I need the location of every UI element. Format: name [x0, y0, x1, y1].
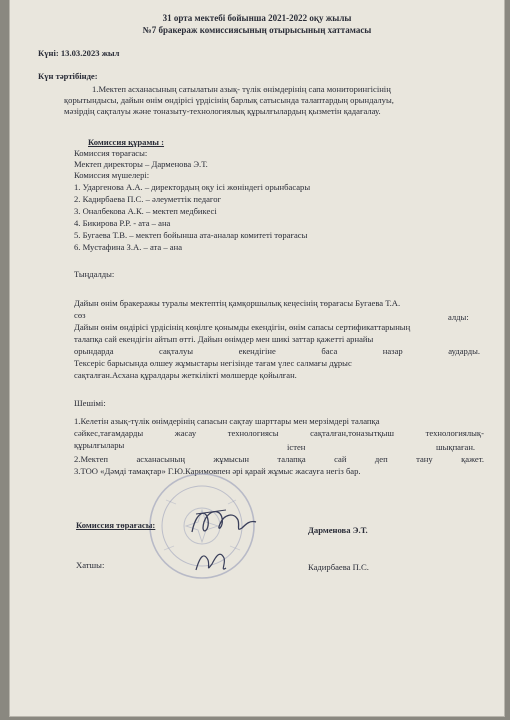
- heard-line-7: сақталған.Асхана құралдары жеткілікті мөлшерде қойылған.: [74, 370, 297, 380]
- heard-line-4: талапқа сай екендігін айтып өтті. Дайын өнімдер мен шикі заттар қажетті арнайы: [74, 334, 374, 344]
- commission-member: 3. Оналбекова А.К. – мектеп медбикесі: [74, 206, 217, 216]
- agenda-line-3: мәзірдің сақталуы және тоназыту-технологиялық құрылғылардың қызметін қадағалау.: [64, 106, 381, 116]
- heard-line-5-word: орындарда: [74, 346, 114, 356]
- heard-line-1: Дайын өнім бракеражы туралы мектептің қамқоршылық кеңесінің төрағасы Бугаева Т.А.: [74, 298, 401, 308]
- resolved-line-4-word: деп: [374, 454, 388, 464]
- chair-name: Дарменова Э.Т.: [308, 525, 368, 535]
- commission-member: 1. Ударгенова А.А. – директордың оқу ісі жөніндегі орынбасары: [74, 182, 311, 192]
- commission-member: 2. Кадирбаева П.С. – әлеуметтік педагог: [74, 194, 222, 204]
- agenda-label: Күн тәртібінде:: [38, 71, 98, 81]
- meeting-date: Күні: 13.03.2023 жыл: [38, 48, 120, 58]
- secretary-signature-icon: [190, 544, 230, 578]
- resolved-line-2-word: жасау: [174, 428, 197, 438]
- commission-member: 5. Бугаева Т.В. – мектеп бойынша ата-аналар комитеті төрағасы: [74, 230, 308, 240]
- resolved-line-4-word: тану: [416, 454, 433, 464]
- resolved-line-4-word: жұмысын: [213, 454, 249, 464]
- chair-signature-icon: [186, 502, 260, 544]
- resolved-line-4-word: 2.Мектеп: [74, 454, 109, 464]
- resolved-line-3-left: құрылғылары: [74, 440, 125, 450]
- commission-chair: Мектеп директоры – Дарменова Э.Т.: [74, 159, 208, 169]
- heard-line-5-word: назар: [382, 346, 403, 356]
- resolved-line-4-word: қажет.: [461, 454, 484, 464]
- heard-line-5-word: аударды.: [448, 346, 480, 356]
- resolved-line-4: [74, 454, 484, 465]
- resolved-line-5: 3.ТОО «Дәмді тамақтар» Г.Ю.Каримовпен әрі қарай жұмыс жасауға негіз бар.: [74, 466, 361, 476]
- heard-label: Тыңдалды:: [74, 269, 115, 279]
- resolved-line-2-word: сақталған,тоназытқыш: [310, 428, 395, 438]
- secretary-name: Кадирбаева П.С.: [308, 562, 369, 572]
- chair-signature-label: Комиссия төрағасы:: [76, 520, 156, 530]
- commission-member: 4. Бикирова Р.Р. - ата – ана: [74, 218, 171, 228]
- heard-line-6: Тексеріс барысында өлшеу жұмыстары негізінде тағам үлес салмағы дұрыс: [74, 358, 352, 368]
- secretary-signature-label: Хатшы:: [76, 560, 105, 570]
- resolved-line-4-word: талапқа: [277, 454, 306, 464]
- heard-line-2-left: сөз: [74, 310, 86, 320]
- resolved-line-3-right: шықпаған.: [436, 442, 476, 452]
- protocol-document: [10, 0, 504, 716]
- resolved-line-2-word: технологиясы: [227, 428, 279, 438]
- resolved-line-2: [74, 428, 484, 439]
- resolved-line-4-word: асханасының: [136, 454, 185, 464]
- commission-heading: Комиссия құрамы :: [88, 137, 165, 147]
- resolved-label: Шешімі:: [74, 398, 106, 408]
- commission-members-label: Комиссия мүшелері:: [74, 170, 150, 180]
- heard-line-5-word: баса: [321, 346, 338, 356]
- heard-line-2-right: алды:: [448, 312, 469, 322]
- agenda-line-2: қорытындысы, дайын өнім өндірісі үрдісінің барлық сатысында талаптардың орындалуы,: [64, 95, 394, 105]
- resolved-line-1: 1.Келетін азық-түлік өнімдерінің сапасын сақтау шарттары мен мерзімдері талапқа: [74, 416, 380, 426]
- commission-member: 6. Мустафина З.А. – ата – ана: [74, 242, 183, 252]
- heard-line-5: [74, 346, 480, 357]
- resolved-line-2-word: сәйкес,тағамдарды: [74, 428, 144, 438]
- document-header-line1: 31 орта мектебі бойынша 2021-2022 оқу жылы: [162, 13, 352, 23]
- heard-line-3: Дайын өнім өндірісі үрдісінің көңілге қонымды екендігін, өнім сапасы сертификаттарының: [74, 322, 411, 332]
- document-header-line2: №7 бракераж комиссиясының отырысының хаттамасы: [142, 25, 372, 35]
- resolved-line-2-word: технологиялық-: [425, 428, 484, 438]
- heard-line-5-word: сақталуы: [159, 346, 194, 356]
- agenda-line-1: 1.Мектеп асханасының сатылатын азық- түлік өнімдерінің сапа мониторингісінің: [92, 84, 391, 94]
- commission-chair-label: Комиссия төрағасы:: [74, 148, 148, 158]
- heard-line-5-word: екендігіне: [238, 346, 276, 356]
- resolved-line-3-mid: істен: [287, 442, 306, 452]
- resolved-line-4-word: сай: [334, 454, 347, 464]
